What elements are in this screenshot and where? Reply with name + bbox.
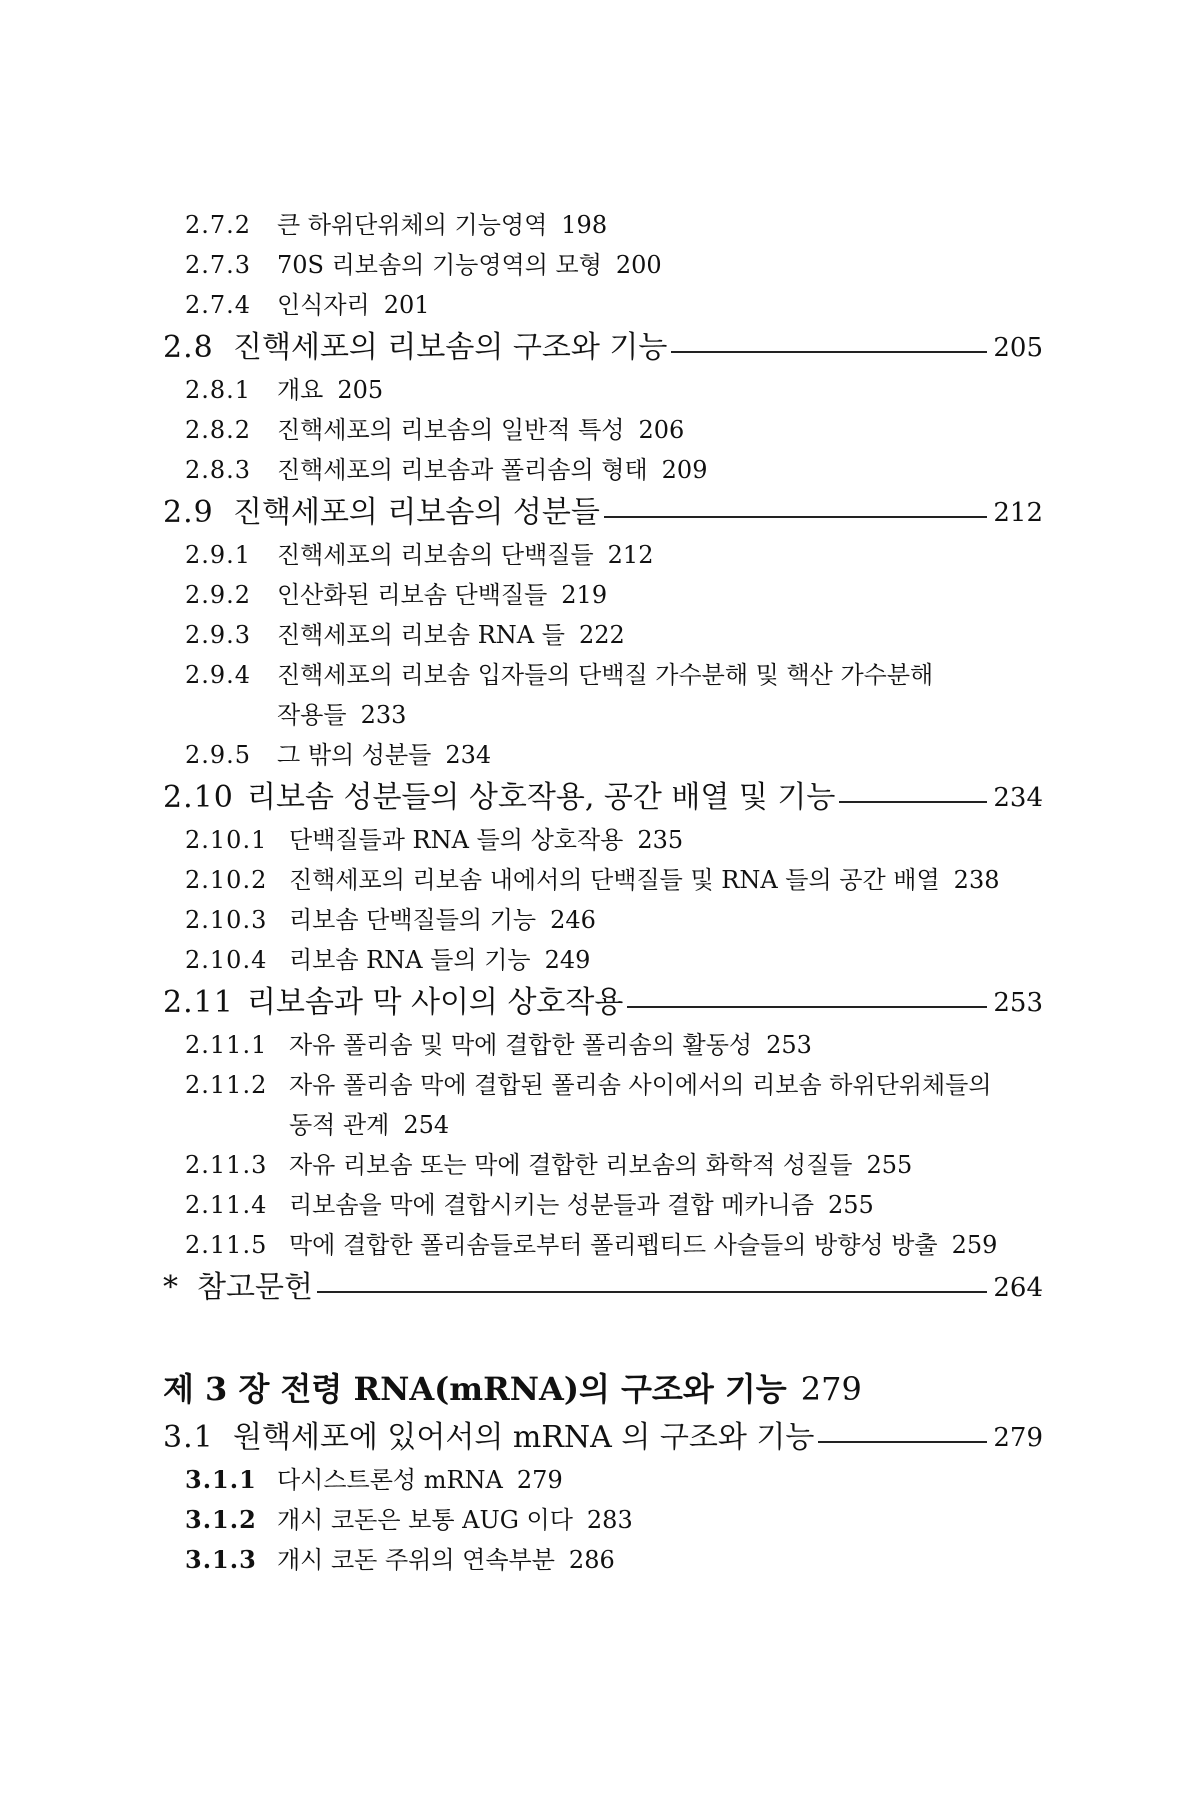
section-title: 진핵세포의 리보솜의 구조와 기능 <box>233 330 668 365</box>
entry-number: 2.11.2 <box>185 1071 268 1099</box>
entry-number: 2.11.1 <box>185 1031 268 1059</box>
entry-number: 2.7.3 <box>185 251 252 279</box>
section-title: 리보솜과 막 사이의 상호작용 <box>247 985 624 1020</box>
entry-number: 2.8.2 <box>185 416 252 444</box>
toc-entry-2-9-4-cont <box>277 703 406 727</box>
entry-number: 2.9.5 <box>185 741 252 769</box>
chapter-page: 279 <box>800 1370 862 1408</box>
toc-section-2-11 <box>163 985 1043 1020</box>
entry-page: 212 <box>607 541 654 569</box>
section-page: 205 <box>993 333 1043 363</box>
asterisk-mark: * <box>163 1270 178 1305</box>
entry-title: 다시스트론성 mRNA <box>277 1466 503 1494</box>
entry-title: 진핵세포의 리보솜과 폴리솜의 형태 <box>277 456 648 484</box>
entry-number: 2.10.3 <box>185 906 268 934</box>
section-number: 2.11 <box>163 985 234 1020</box>
entry-title-continued: 동적 관계 <box>289 1111 390 1139</box>
toc-entry-2-8-2 <box>185 418 684 442</box>
toc-entry-2-8-1 <box>185 378 383 402</box>
entry-number: 2.11.4 <box>185 1191 268 1219</box>
entry-number: 2.10.4 <box>185 946 268 974</box>
section-number: 3.1 <box>163 1420 214 1455</box>
section-page: 279 <box>993 1423 1043 1453</box>
entry-page: 286 <box>568 1546 615 1574</box>
section-page: 234 <box>993 783 1043 813</box>
entry-number: 2.8.1 <box>185 376 252 404</box>
toc-entry-2-8-3 <box>185 458 707 482</box>
toc-entry-2-11-2-cont <box>289 1113 449 1137</box>
entry-page: 198 <box>561 211 608 239</box>
entry-number: 3.1.1 <box>185 1465 257 1494</box>
entry-page: 209 <box>661 456 708 484</box>
entry-number: 3.1.2 <box>185 1505 257 1534</box>
entry-number: 2.9.1 <box>185 541 252 569</box>
toc-references <box>163 1270 1043 1305</box>
entry-page: 205 <box>337 376 384 404</box>
entry-title: 리보솜 RNA 들의 기능 <box>289 946 531 974</box>
toc-entry-2-10-4 <box>185 948 590 972</box>
toc-entry-2-9-5 <box>185 743 491 767</box>
entry-page: 222 <box>578 621 625 649</box>
entry-title: 자유 리보솜 또는 막에 결합한 리보솜의 화학적 성질들 <box>289 1151 853 1179</box>
entry-number: 3.1.3 <box>185 1545 257 1574</box>
references-title: 참고문헌 <box>197 1270 313 1305</box>
references-page: 264 <box>993 1273 1043 1303</box>
toc-entry-2-9-3 <box>185 623 625 647</box>
entry-title: 개시 코돈은 보통 AUG 이다 <box>277 1506 573 1534</box>
entry-title: 개요 <box>277 376 324 404</box>
toc-entry-2-11-5 <box>185 1233 997 1257</box>
toc-entry-2-11-2 <box>185 1073 992 1097</box>
toc-section-2-10 <box>163 780 1043 815</box>
entry-page: 254 <box>403 1111 450 1139</box>
entry-page: 249 <box>544 946 591 974</box>
leader-line <box>818 1441 987 1443</box>
entry-title: 자유 폴리솜 막에 결합된 폴리솜 사이에서의 리보솜 하위단위체들의 <box>289 1071 992 1099</box>
entry-page: 238 <box>953 866 1000 894</box>
entry-title: 진핵세포의 리보솜의 단백질들 <box>277 541 594 569</box>
section-title: 리보솜 성분들의 상호작용, 공간 배열 및 기능 <box>247 780 836 815</box>
entry-number: 2.9.4 <box>185 661 252 689</box>
toc-entry-3-1-1 <box>185 1465 563 1494</box>
leader-line <box>317 1291 987 1293</box>
section-title: 원핵세포에 있어서의 mRNA 의 구조와 기능 <box>233 1420 815 1455</box>
entry-number: 2.10.2 <box>185 866 268 894</box>
leader-line <box>671 351 987 353</box>
toc-entry-2-10-2 <box>185 868 999 892</box>
toc-entry-2-10-3 <box>185 908 596 932</box>
section-page: 253 <box>993 988 1043 1018</box>
entry-page: 246 <box>550 906 596 934</box>
chapter-title: 제 3 장 전령 RNA(mRNA)의 구조와 기능 <box>163 1370 787 1408</box>
toc-section-2-9 <box>163 495 1043 530</box>
entry-page: 235 <box>637 826 684 854</box>
entry-title: 리보솜을 막에 결합시키는 성분들과 결합 메카니즘 <box>289 1191 815 1219</box>
toc-entry-2-7-3 <box>185 253 662 277</box>
entry-page: 255 <box>866 1151 913 1179</box>
entry-title: 큰 하위단위체의 기능영역 <box>277 211 548 239</box>
toc-entry-2-9-4 <box>185 663 933 687</box>
entry-page: 219 <box>561 581 608 609</box>
leader-line <box>604 516 988 518</box>
entry-page: 283 <box>586 1506 633 1534</box>
entry-title: 리보솜 단백질들의 기능 <box>289 906 537 934</box>
entry-title: 개시 코돈 주위의 연속부분 <box>277 1546 555 1574</box>
entry-number: 2.11.3 <box>185 1151 268 1179</box>
toc-entry-2-9-1 <box>185 543 653 567</box>
entry-page: 206 <box>638 416 685 444</box>
section-page: 212 <box>993 498 1043 528</box>
entry-title: 진핵세포의 리보솜 내에서의 단백질들 및 RNA 들의 공간 배열 <box>289 866 940 894</box>
toc-section-3-1 <box>163 1420 1043 1455</box>
entry-title: 진핵세포의 리보솜의 일반적 특성 <box>277 416 625 444</box>
entry-title: 인산화된 리보솜 단백질들 <box>277 581 548 609</box>
section-number: 2.8 <box>163 330 214 365</box>
entry-number: 2.9.2 <box>185 581 252 609</box>
entry-number: 2.7.4 <box>185 291 252 319</box>
chapter-3-heading <box>163 1370 862 1408</box>
toc-entry-3-1-2 <box>185 1505 633 1534</box>
entry-number: 2.8.3 <box>185 456 252 484</box>
entry-title: 막에 결합한 폴리솜들로부터 폴리펩티드 사슬들의 방향성 방출 <box>289 1231 938 1259</box>
toc-entry-2-10-1 <box>185 828 683 852</box>
section-number: 2.10 <box>163 780 234 815</box>
entry-page: 279 <box>516 1466 563 1494</box>
entry-page: 201 <box>383 291 430 319</box>
entry-number: 2.10.1 <box>185 826 268 854</box>
entry-title: 진핵세포의 리보솜 입자들의 단백질 가수분해 및 핵산 가수분해 <box>277 661 934 689</box>
toc-section-2-8 <box>163 330 1043 365</box>
entry-title: 70S 리보솜의 기능영역의 모형 <box>277 251 602 279</box>
entry-number: 2.11.5 <box>185 1231 268 1259</box>
entry-page: 233 <box>360 701 407 729</box>
section-number: 2.9 <box>163 495 214 530</box>
entry-title: 자유 폴리솜 및 막에 결합한 폴리솜의 활동성 <box>289 1031 753 1059</box>
entry-title: 그 밖의 성분들 <box>277 741 432 769</box>
entry-title: 인식자리 <box>277 291 370 319</box>
entry-title-continued: 작용들 <box>277 701 347 729</box>
entry-number: 2.7.2 <box>185 211 252 239</box>
entry-page: 255 <box>828 1191 874 1219</box>
entry-title: 단백질들과 RNA 들의 상호작용 <box>289 826 624 854</box>
leader-line <box>627 1006 987 1008</box>
section-title: 진핵세포의 리보솜의 성분들 <box>233 495 600 530</box>
toc-entry-2-9-2 <box>185 583 607 607</box>
toc-entry-3-1-3 <box>185 1545 615 1574</box>
toc-entry-2-7-2 <box>185 213 607 237</box>
entry-page: 234 <box>445 741 492 769</box>
leader-line <box>839 801 987 803</box>
toc-entry-2-7-4 <box>185 293 430 317</box>
toc-entry-2-11-4 <box>185 1193 874 1217</box>
entry-number: 2.9.3 <box>185 621 252 649</box>
entry-page: 253 <box>766 1031 812 1059</box>
toc-entry-2-11-3 <box>185 1153 912 1177</box>
entry-title: 진핵세포의 리보솜 RNA 들 <box>277 621 565 649</box>
entry-page: 200 <box>615 251 662 279</box>
entry-page: 259 <box>951 1231 998 1259</box>
toc-entry-2-11-1 <box>185 1033 812 1057</box>
